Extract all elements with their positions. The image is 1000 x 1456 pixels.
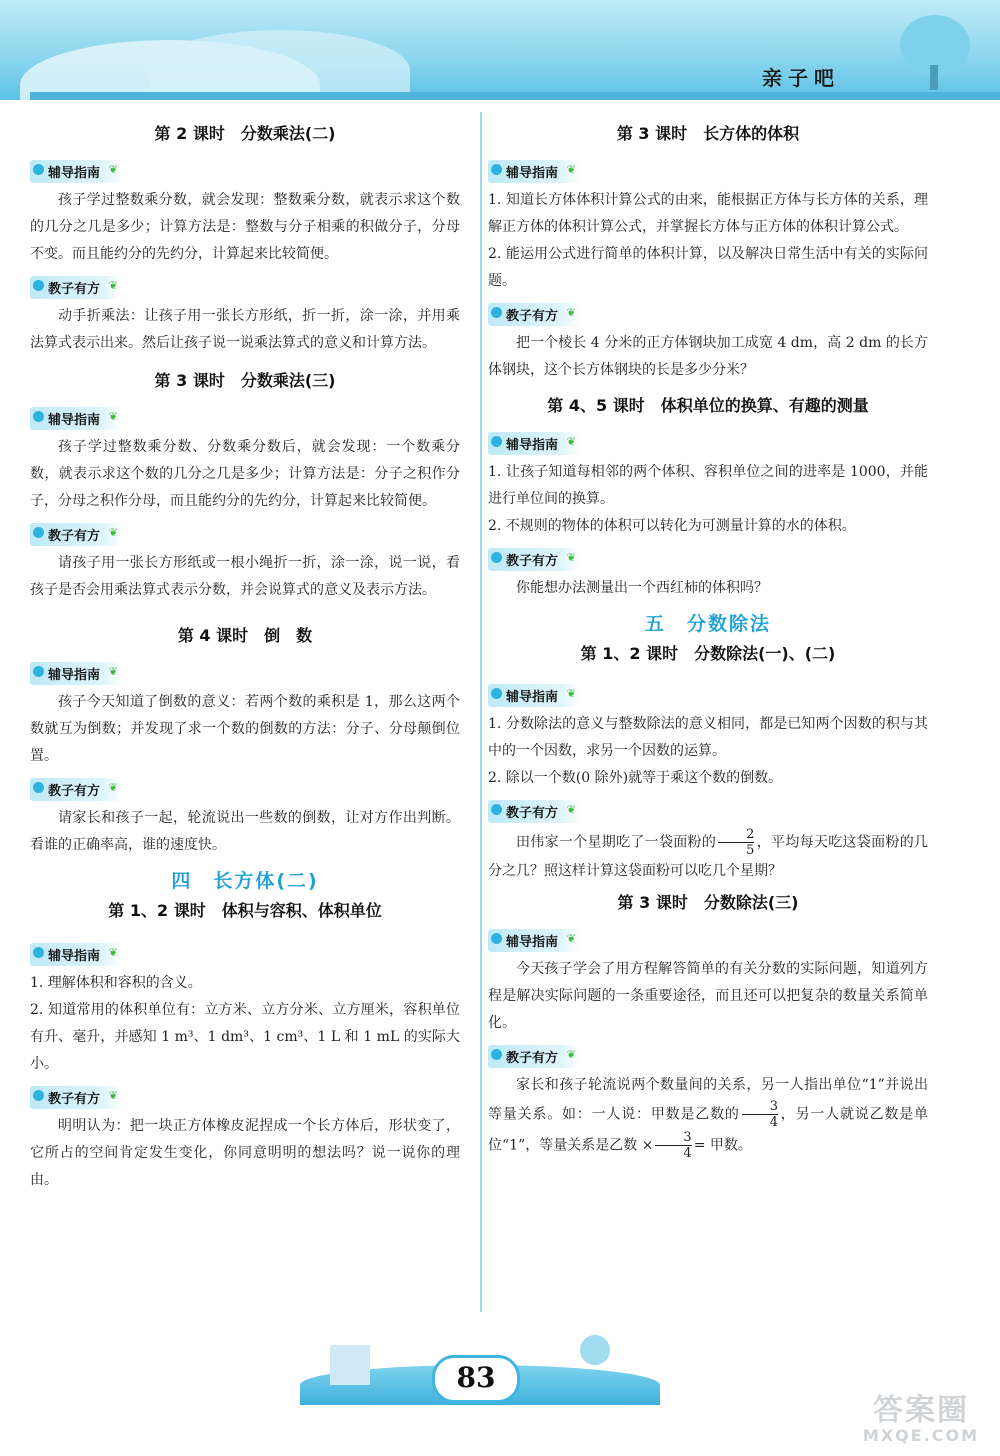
bullet-icon [33, 280, 44, 291]
teach-tag-label: 教子有方 [506, 1051, 559, 1066]
house-illustration [330, 1345, 370, 1385]
page-number: 83 [456, 1361, 496, 1394]
flower-illustration [580, 1335, 610, 1365]
bullet-icon [491, 804, 502, 815]
bullet-icon [491, 436, 502, 447]
teach-tag [30, 1086, 122, 1109]
teach-tag [488, 800, 580, 823]
guide-text: 1. 分数除法的意义与整数除法的意义相同，都是已知两个因数的积与其中的一个因数，求另一个因数的运算。 [488, 716, 928, 759]
bullet-icon [491, 164, 502, 175]
guide-tag [30, 943, 122, 966]
fraction-denominator: 4 [742, 1114, 778, 1130]
guide-text: 1. 理解体积和容积的含义。 [30, 975, 202, 991]
teach-tag-label: 教子有方 [48, 1092, 101, 1107]
teach-tag-label: 教子有方 [48, 529, 101, 544]
lesson-title: 第 4 课时 倒 数 [177, 626, 313, 645]
bullet-icon [491, 552, 502, 563]
teach-text: 明明认为：把一块正方体橡皮泥捏成一个长方体后，形状变了，它所占的空间肯定发生变化，你同意明明的想法吗？说一说你的理由。 [30, 1118, 460, 1188]
bullet-icon [33, 527, 44, 538]
bullet-icon [33, 666, 44, 677]
guide-tag-label: 辅导指南 [506, 438, 559, 453]
teach-tag-label: 教子有方 [48, 282, 101, 297]
bullet-icon [33, 782, 44, 793]
leaf-icon: ❦ [566, 687, 577, 700]
lesson-title: 第 3 课时 分数除法(三) [617, 893, 799, 912]
watermark-text: 答案圈 [873, 1393, 969, 1428]
bullet-icon [491, 933, 502, 944]
lesson-title: 第 2 课时 分数乘法(二) [154, 124, 336, 143]
guide-tag [488, 684, 580, 707]
teach-text: 动手折乘法：让孩子用一张长方形纸，折一折，涂一涂，并用乘法算式表示出来。然后让孩子说一说乘法算式的意义和计算方法。 [30, 308, 460, 351]
watermark-logo [856, 1395, 986, 1445]
bullet-icon [33, 947, 44, 958]
teach-text [488, 1072, 928, 1161]
leaf-icon: ❦ [566, 932, 577, 945]
guide-text: 1. 让孩子知道每相邻的两个体积、容积单位之间的进率是 1000，并能进行单位间的换算。 [488, 464, 928, 507]
right-column [488, 118, 928, 1161]
bullet-icon [491, 688, 502, 699]
guide-text: 1. 知道长方体体积计算公式的由来，能根据正方体与长方体的关系，理解正方体的体积计算公式，并掌握长方体与正方体的体积计算公式。 [488, 192, 928, 235]
leaf-icon: ❦ [566, 306, 577, 319]
teach-text: 请家长和孩子一起，轮流说出一些数的倒数，让对方作出判断。看谁的正确率高，谁的速度快。 [30, 810, 460, 853]
fraction-numerator: 2 [746, 827, 755, 842]
teach-text: 请孩子用一张长方形纸或一根小绳折一折，涂一涂，说一说，看孩子是否会用乘法算式表示分数，并会说算式的意义及表示方法。 [30, 555, 460, 598]
guide-tag [488, 432, 580, 455]
fraction [742, 1099, 778, 1130]
teach-text: 把一个棱长 4 分米的正方体钢块加工成宽 4 dm，高 2 dm 的长方体钢块，这个长方体钢块的长是多少分米？ [488, 335, 928, 378]
guide-tag [488, 160, 580, 183]
leaf-icon: ❦ [108, 163, 119, 176]
teach-text-part: ，另一人就说乙数是单位“1”，等量关系是乙数 × [488, 1106, 929, 1154]
teach-text-part: = 甲数。 [693, 1137, 752, 1154]
leaf-icon: ❦ [566, 803, 577, 816]
teach-tag [30, 778, 122, 801]
teach-tag-label: 教子有方 [506, 309, 559, 324]
guide-text: 2. 知道常用的体积单位有：立方米、立方分米、立方厘米，容积单位有升、毫升，并感知 1 m³、1 dm³、1 cm³、1 L 和 1 mL 的实际大小。 [30, 1002, 460, 1072]
guide-text: 孩子今天知道了倒数的意义：若两个数的乘积是 1，那么这两个数就互为倒数；并发现了求一个数的倒数的方法：分子、分母颠倒位置。 [30, 694, 460, 764]
column-divider [480, 112, 482, 1312]
guide-text: 孩子学过整数乘分数，就会发现：整数乘分数，就表示求这个数的几分之几是多少；计算方法是：整数与分子相乘的积做分子，分母不变。而且能约分的先约分，计算起来比较简便。 [30, 192, 460, 262]
leaf-icon: ❦ [108, 279, 119, 292]
leaf-icon: ❦ [108, 1089, 119, 1102]
bullet-icon [491, 307, 502, 318]
guide-tag-label: 辅导指南 [506, 935, 559, 950]
guide-text: 2. 能运用公式进行简单的体积计算，以及解决日常生活中有关的实际问题。 [488, 246, 928, 289]
guide-tag-label: 辅导指南 [506, 166, 559, 181]
teach-text-part: ，平均每天吃这袋面粉的几分之几？照这样计算这袋面粉可以吃几个星期？ [488, 834, 928, 879]
unit-heading: 四 长方体(二) [171, 870, 319, 892]
hill-illustration [150, 30, 410, 100]
leaf-icon: ❦ [566, 1048, 577, 1061]
guide-text: 2. 不规则的物体的体积可以转化为可测量计算的水的体积。 [488, 518, 856, 534]
teach-tag [488, 548, 580, 571]
page-number-badge [432, 1355, 520, 1403]
guide-text: 今天孩子学会了用方程解答简单的有关分数的实际问题，知道列方程是解决实际问题的一条重要途径，而且还可以把复杂的数量关系简单化。 [488, 961, 928, 1031]
header-strip [30, 92, 1000, 100]
teach-text-part: 田伟家一个星期吃了一袋面粉的 [516, 834, 717, 851]
lesson-title: 第 3 课时 分数乘法(三) [154, 371, 336, 390]
guide-text: 孩子学过整数乘分数、分数乘分数后，就会发现：一个数乘分数，就表示求这个数的几分之几是多少；计算方法是：分子之积作分子，分母之积作分母，而且能约分的先约分，计算起来比较简便。 [30, 439, 460, 509]
leaf-icon: ❦ [566, 435, 577, 448]
fraction-numerator: 3 [683, 1130, 692, 1145]
leaf-icon: ❦ [108, 946, 119, 959]
guide-tag-label: 辅导指南 [48, 413, 101, 428]
teach-tag-label: 教子有方 [506, 554, 559, 569]
guide-tag [488, 929, 580, 952]
guide-tag [30, 160, 122, 183]
unit-heading: 五 分数除法 [644, 613, 771, 635]
header-banner [0, 0, 1000, 100]
guide-tag-label: 辅导指南 [506, 690, 559, 705]
fraction-numerator: 3 [769, 1099, 778, 1114]
fraction [718, 827, 754, 858]
teach-tag [30, 523, 122, 546]
watermark-url: MXQE.COM [862, 1426, 980, 1445]
fraction-denominator: 4 [655, 1145, 691, 1161]
leaf-icon: ❦ [108, 665, 119, 678]
header-title: 亲子吧 [762, 66, 840, 90]
leaf-icon: ❦ [566, 551, 577, 564]
lesson-title: 第 1、2 课时 体积与容积、体积单位 [108, 901, 382, 920]
tree-trunk-illustration [930, 65, 938, 90]
guide-text: 2. 除以一个数(0 除外)就等于乘这个数的倒数。 [488, 770, 783, 786]
bullet-icon [33, 164, 44, 175]
teach-tag [488, 303, 580, 326]
bullet-icon [33, 1090, 44, 1101]
leaf-icon: ❦ [108, 410, 119, 423]
fraction-denominator: 5 [718, 842, 754, 858]
leaf-icon: ❦ [566, 163, 577, 176]
guide-tag [30, 662, 122, 685]
leaf-icon: ❦ [108, 526, 119, 539]
left-column [30, 118, 460, 1194]
teach-tag-label: 教子有方 [48, 784, 101, 799]
leaf-icon: ❦ [108, 781, 119, 794]
guide-tag-label: 辅导指南 [48, 949, 101, 964]
bullet-icon [491, 1049, 502, 1060]
fraction [655, 1130, 691, 1161]
lesson-title: 第 3 课时 长方体的体积 [616, 124, 800, 143]
guide-tag-label: 辅导指南 [48, 166, 101, 181]
lesson-title: 第 1、2 课时 分数除法(一)、(二) [580, 644, 836, 663]
teach-text-part: 家长和孩子轮流说两个数量间的关系，另一人指出单位“1”并说出等量关系。如：一人说：甲数是乙数的 [488, 1077, 928, 1123]
guide-tag-label: 辅导指南 [48, 668, 101, 683]
teach-text [488, 827, 928, 885]
teach-text: 你能想办法测量出一个西红柿的体积吗？ [516, 580, 768, 596]
teach-tag [30, 276, 122, 299]
bullet-icon [33, 411, 44, 422]
teach-tag [488, 1045, 580, 1068]
teach-tag-label: 教子有方 [506, 806, 559, 821]
lesson-title: 第 4、5 课时 体积单位的换算、有趣的测量 [547, 396, 869, 415]
guide-tag [30, 407, 122, 430]
